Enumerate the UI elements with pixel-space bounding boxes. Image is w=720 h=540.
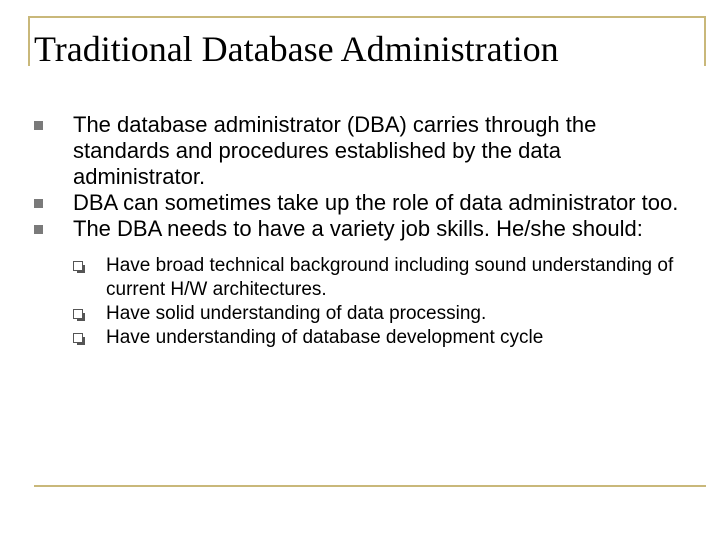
bullet-text: DBA can sometimes take up the role of data administrator too. xyxy=(73,190,679,215)
square-bullet-icon xyxy=(34,225,43,234)
bullet-text: The database administrator (DBA) carries through the standards and procedures established by the data administrator. xyxy=(73,112,597,189)
box-bullet-icon xyxy=(73,309,83,319)
sub-bullet-item xyxy=(73,254,684,302)
sub-bullet-text: Have solid understanding of data processing. xyxy=(106,303,487,324)
sub-bullet-list xyxy=(73,254,684,350)
sub-bullet-item xyxy=(73,302,684,326)
frame-left-rule xyxy=(28,16,30,66)
frame-bottom-rule xyxy=(34,485,706,487)
bullet-list xyxy=(34,112,684,350)
bullet-item xyxy=(34,216,684,350)
sub-bullet-text: Have understanding of database development cycle xyxy=(106,327,544,348)
sub-bullet-text: Have broad technical background including sound understanding of current H/W architectures. xyxy=(106,255,674,300)
bullet-text: The DBA needs to have a variety job skills. He/she should: xyxy=(73,216,643,241)
square-bullet-icon xyxy=(34,121,43,130)
bullet-item xyxy=(34,112,684,190)
square-bullet-icon xyxy=(34,199,43,208)
box-bullet-icon xyxy=(73,333,83,343)
frame-top-rule xyxy=(28,16,706,18)
frame-right-rule xyxy=(704,16,706,66)
bullet-item xyxy=(34,190,684,216)
box-bullet-icon xyxy=(73,261,83,271)
sub-bullet-item xyxy=(73,326,684,350)
slide-title: Traditional Database Administration xyxy=(34,29,559,69)
